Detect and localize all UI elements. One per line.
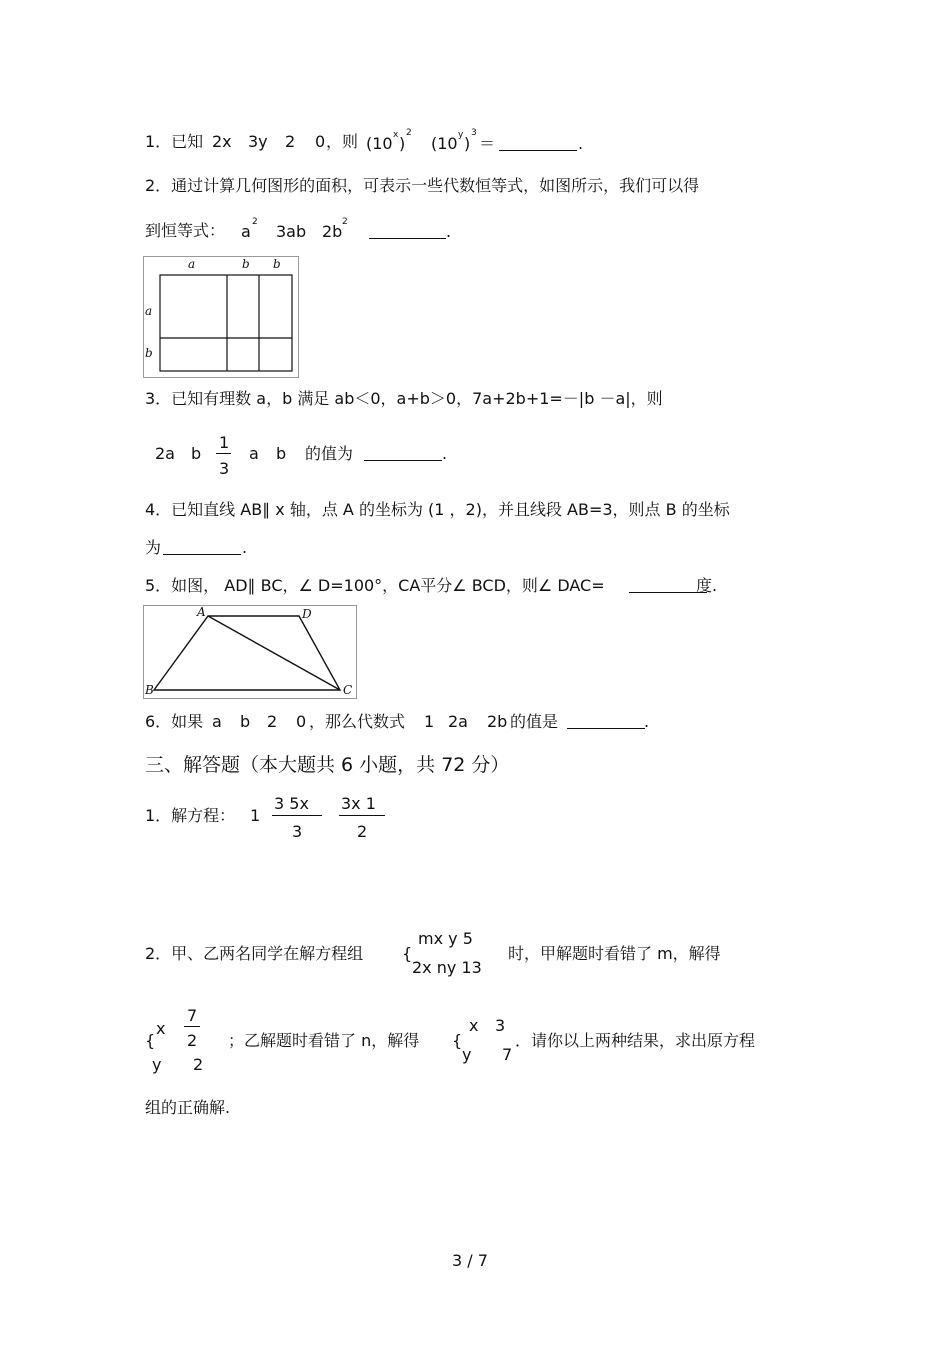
q3-line1: 3．已知有理数 a，b 满足 ab＜0，a+b＞0，7a+2b+1=－|b －a|，则 bbox=[145, 389, 663, 408]
q6-term: 2b bbox=[487, 712, 508, 731]
s2-var: y bbox=[462, 1045, 472, 1064]
q5-vertex-label: D bbox=[302, 607, 312, 621]
q6-term: b bbox=[240, 712, 251, 731]
s2-tail: ．请你以上两种结果，求出原方程 bbox=[515, 1031, 756, 1050]
s2-fraction-num: 7 bbox=[187, 1006, 198, 1025]
q1-equals: ＝ bbox=[479, 134, 496, 153]
q4-lead: 为 bbox=[145, 538, 162, 557]
q4-end: . bbox=[242, 538, 248, 557]
q2-answer-blank bbox=[369, 238, 446, 239]
q2-lead: 到恒等式： bbox=[145, 221, 226, 240]
s2-fraction-bar bbox=[184, 1026, 200, 1027]
s1-fraction-bar bbox=[339, 815, 385, 816]
s2-system-row: mx y 5 bbox=[418, 929, 473, 948]
s1-fraction-den: 3 bbox=[292, 822, 303, 841]
s2-lead: 2．甲、乙两名同学在解方程组 bbox=[145, 944, 364, 963]
q2-fig-label: b bbox=[145, 346, 153, 360]
q2-fig-label: b bbox=[273, 257, 281, 271]
s2-fraction-den: 2 bbox=[187, 1031, 198, 1050]
s2-var: x bbox=[156, 1019, 166, 1038]
s2-mid: ；乙解题时看错了 n，解得 bbox=[228, 1031, 420, 1050]
q1-term: 2x bbox=[212, 132, 232, 151]
q3-term: a bbox=[249, 444, 259, 463]
q2-term: 3ab bbox=[276, 222, 307, 241]
q5-vertex-label: B bbox=[145, 683, 154, 697]
q5-trapezoid-figure bbox=[143, 605, 357, 699]
q6-end: . bbox=[644, 712, 650, 731]
q5-vertex-label: C bbox=[343, 683, 353, 697]
q1-term: 2 bbox=[285, 132, 296, 151]
q2-term: 2b bbox=[322, 222, 343, 241]
s2-brace: { bbox=[145, 1031, 156, 1050]
q6-lead: 6．如果 bbox=[145, 712, 204, 731]
q3-tail: 的值为 bbox=[305, 444, 354, 463]
s2-value: 7 bbox=[502, 1045, 513, 1064]
q3-fraction-num: 1 bbox=[219, 433, 230, 452]
s1-lead: 1．解方程： bbox=[145, 806, 236, 825]
q2-end: . bbox=[446, 222, 452, 241]
q3-answer-blank bbox=[364, 460, 442, 461]
s2-var: x bbox=[469, 1016, 479, 1035]
q2-fig-label: a bbox=[145, 304, 153, 318]
q3-term: 2a bbox=[155, 444, 175, 463]
section3-heading: 三、解答题（本大题共 6 小题，共 72 分） bbox=[145, 754, 510, 776]
q6-tail: 的值是 bbox=[510, 712, 559, 731]
s2-line3: 组的正确解. bbox=[145, 1098, 231, 1117]
q2-exponent: 2 bbox=[342, 217, 348, 227]
s2-system-row: 2x ny 13 bbox=[412, 958, 482, 977]
q2-fig-label: b bbox=[242, 257, 250, 271]
s1-fraction-num: 3x 1 bbox=[341, 794, 376, 813]
q1-power: ) bbox=[399, 134, 406, 153]
s2-after: 时，甲解题时看错了 m，解得 bbox=[508, 944, 721, 963]
q6-term: 0 bbox=[296, 712, 307, 731]
q5-end: 度. bbox=[696, 576, 718, 595]
q5-vertex-label: A bbox=[197, 605, 206, 619]
q5-line1: 5．如图， AD∥ BC，∠ D=100°，CA平分∠ BCD，则∠ DAC= bbox=[145, 576, 605, 595]
s2-value: 3 bbox=[495, 1016, 506, 1035]
q1-power: ) bbox=[464, 134, 471, 153]
q1-exponent: 3 bbox=[471, 128, 477, 138]
q1-exponent: 2 bbox=[406, 128, 412, 138]
q3-fraction-den: 3 bbox=[219, 459, 230, 478]
q6-term: 1 bbox=[424, 712, 435, 731]
q5-trapezoid-diagram bbox=[144, 606, 356, 698]
s1-fraction-den: 2 bbox=[357, 822, 368, 841]
q1-term: 0 bbox=[315, 132, 326, 151]
page-number: 3 / 7 bbox=[452, 1251, 488, 1270]
q4-answer-blank bbox=[163, 554, 241, 555]
s2-var: y bbox=[152, 1055, 162, 1074]
s1-fraction-bar bbox=[272, 815, 322, 816]
q1-exponent: x bbox=[393, 130, 399, 140]
q6-answer-blank bbox=[567, 728, 645, 729]
q6-term: a bbox=[212, 712, 222, 731]
s2-value: 2 bbox=[193, 1055, 204, 1074]
q4-line1: 4．已知直线 AB∥ x 轴，点 A 的坐标为 (1 ，2)，并且线段 AB=3，则点 B 的坐标 bbox=[145, 500, 730, 519]
q6-term: 2 bbox=[267, 712, 278, 731]
q1-power: (10 bbox=[366, 134, 393, 153]
q2-exponent: 2 bbox=[252, 217, 258, 227]
s2-brace: { bbox=[402, 944, 413, 963]
q2-fig-label: a bbox=[188, 257, 196, 271]
q2-term: a bbox=[241, 222, 251, 241]
q6-term: 2a bbox=[448, 712, 468, 731]
q1-end: . bbox=[578, 134, 584, 153]
q1-then: ，则 bbox=[326, 132, 359, 151]
s2-brace: { bbox=[452, 1031, 463, 1050]
q3-term: b bbox=[276, 444, 287, 463]
q1-power: (10 bbox=[431, 134, 458, 153]
q1-term: 3y bbox=[248, 132, 268, 151]
q2-line1: 2．通过计算几何图形的面积，可表示一些代数恒等式，如图所示，我们可以得 bbox=[145, 176, 700, 195]
q6-mid: ，那么代数式 bbox=[309, 712, 406, 731]
q1-answer-blank bbox=[499, 150, 577, 151]
s1-term: 1 bbox=[250, 806, 261, 825]
q2-area-figure bbox=[143, 256, 299, 378]
q2-rectangle-diagram bbox=[144, 257, 298, 377]
q3-fraction-bar bbox=[216, 453, 231, 454]
q3-term: b bbox=[191, 444, 202, 463]
q1-number: 1．已知 bbox=[145, 132, 204, 151]
q1-exponent: y bbox=[458, 130, 464, 140]
q3-end: . bbox=[442, 444, 448, 463]
s1-fraction-num: 3 5x bbox=[274, 794, 309, 813]
